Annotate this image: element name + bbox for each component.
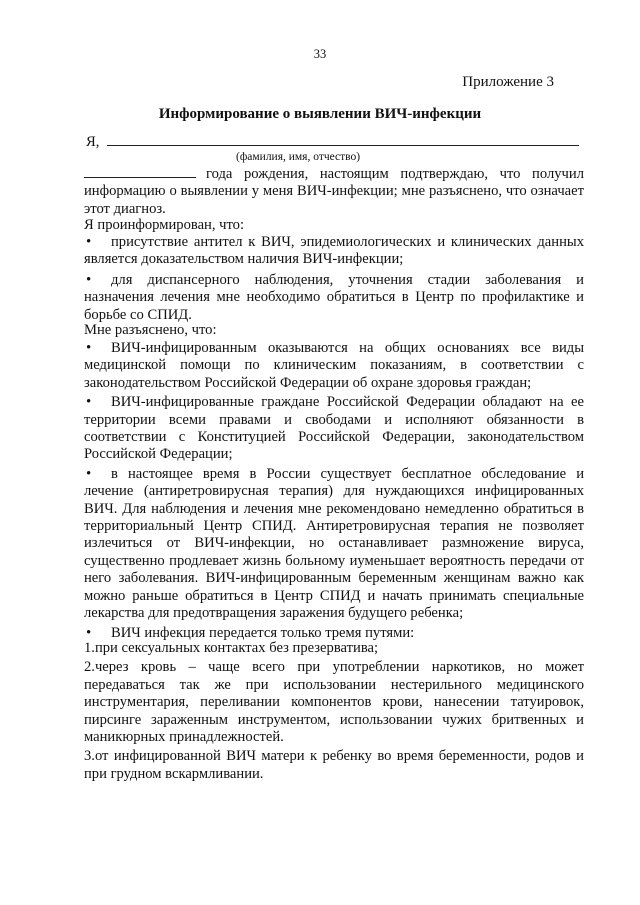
declaration-statement xyxy=(84,164,584,218)
list-item: • в настоящее время в России существует бесплатное обследование и лечение (антиретровирусная терапия) для нуждающихся инфицированных ВИЧ. Для наблюдения и лечения мне рекомендовано немедленно обратиться в территориальный Центр СПИД. Антиретровирусная терапия не позволяет излечиться от ВИЧ-инфекции, но останавливает размножение вируса, существенно продлевает жизнь больному иуменьшает вероятность передачи от него заболевания. ВИЧ-инфицированным беременным женщинам важно как можно раньше обратиться в Центр СПИД и начать принимать специальные лекарства для предотвращения заражения будущего ребенка; xyxy=(84,466,584,623)
name-blank xyxy=(107,132,579,146)
declarant-prefix: Я, xyxy=(86,134,100,150)
appendix-label: Приложение 3 xyxy=(462,74,554,90)
list-item: • ВИЧ-инфицированные граждане Российской Федерации обладают на ее территории всеми правами и свободами и исполняют обязанности в соответствии с Конституцией Российской Федерации, законодательством Российской Федерации; xyxy=(84,394,584,464)
explained-list xyxy=(84,340,584,642)
informed-heading: Я проинформирован, что: xyxy=(84,217,245,233)
route-item: 3.от инфицированной ВИЧ матери к ребенку во время беременности, родов и при грудном вскармливании. xyxy=(84,748,584,782)
informed-list xyxy=(84,234,584,324)
list-item: • для диспансерного наблюдения, уточнения стадии заболевания и назначения лечения мне необходимо обратиться в Центр по профилактике и борьбе со СПИД. xyxy=(84,272,584,324)
route-item: 1.при сексуальных контактах без презерватива; xyxy=(84,640,379,656)
declaration-statement-text: года рождения, настоящим подтверждаю, что получил информацию о выявлении у меня ВИЧ-инфекции; мне разъяснено, что означает этот диагноз. xyxy=(84,166,584,217)
list-item: • присутствие антител к ВИЧ, эпидемиологических и клинических данных является доказательством наличия ВИЧ-инфекции; xyxy=(84,234,584,269)
explained-heading: Мне разъяснено, что: xyxy=(84,322,217,338)
page-number: 33 xyxy=(313,47,327,61)
document-title: Информирование о выявлении ВИЧ-инфекции xyxy=(158,106,482,122)
route-item: 2.через кровь – чаще всего при употреблении наркотиков, но может передаваться так же при использовании нестерильного медицинского инструментария, переливании компонентов крови, нанесении татуировок, пирсинге зараженным инструментом, использовании чужих бритвенных и маникюрных принадлежностей. xyxy=(84,659,584,746)
transmission-routes xyxy=(84,640,584,783)
name-caption: (фамилия, имя, отчество) xyxy=(236,151,361,163)
birth-year-blank xyxy=(84,164,196,178)
list-item: • ВИЧ инфекция передается только тремя путями: xyxy=(84,625,584,642)
name-line xyxy=(86,132,586,152)
list-item: • ВИЧ-инфицированным оказываются на общих основаниях все виды медицинской помощи по клиническим показаниям, в соответствии с законодательством Российской Федерации об охране здоровья граждан; xyxy=(84,340,584,392)
